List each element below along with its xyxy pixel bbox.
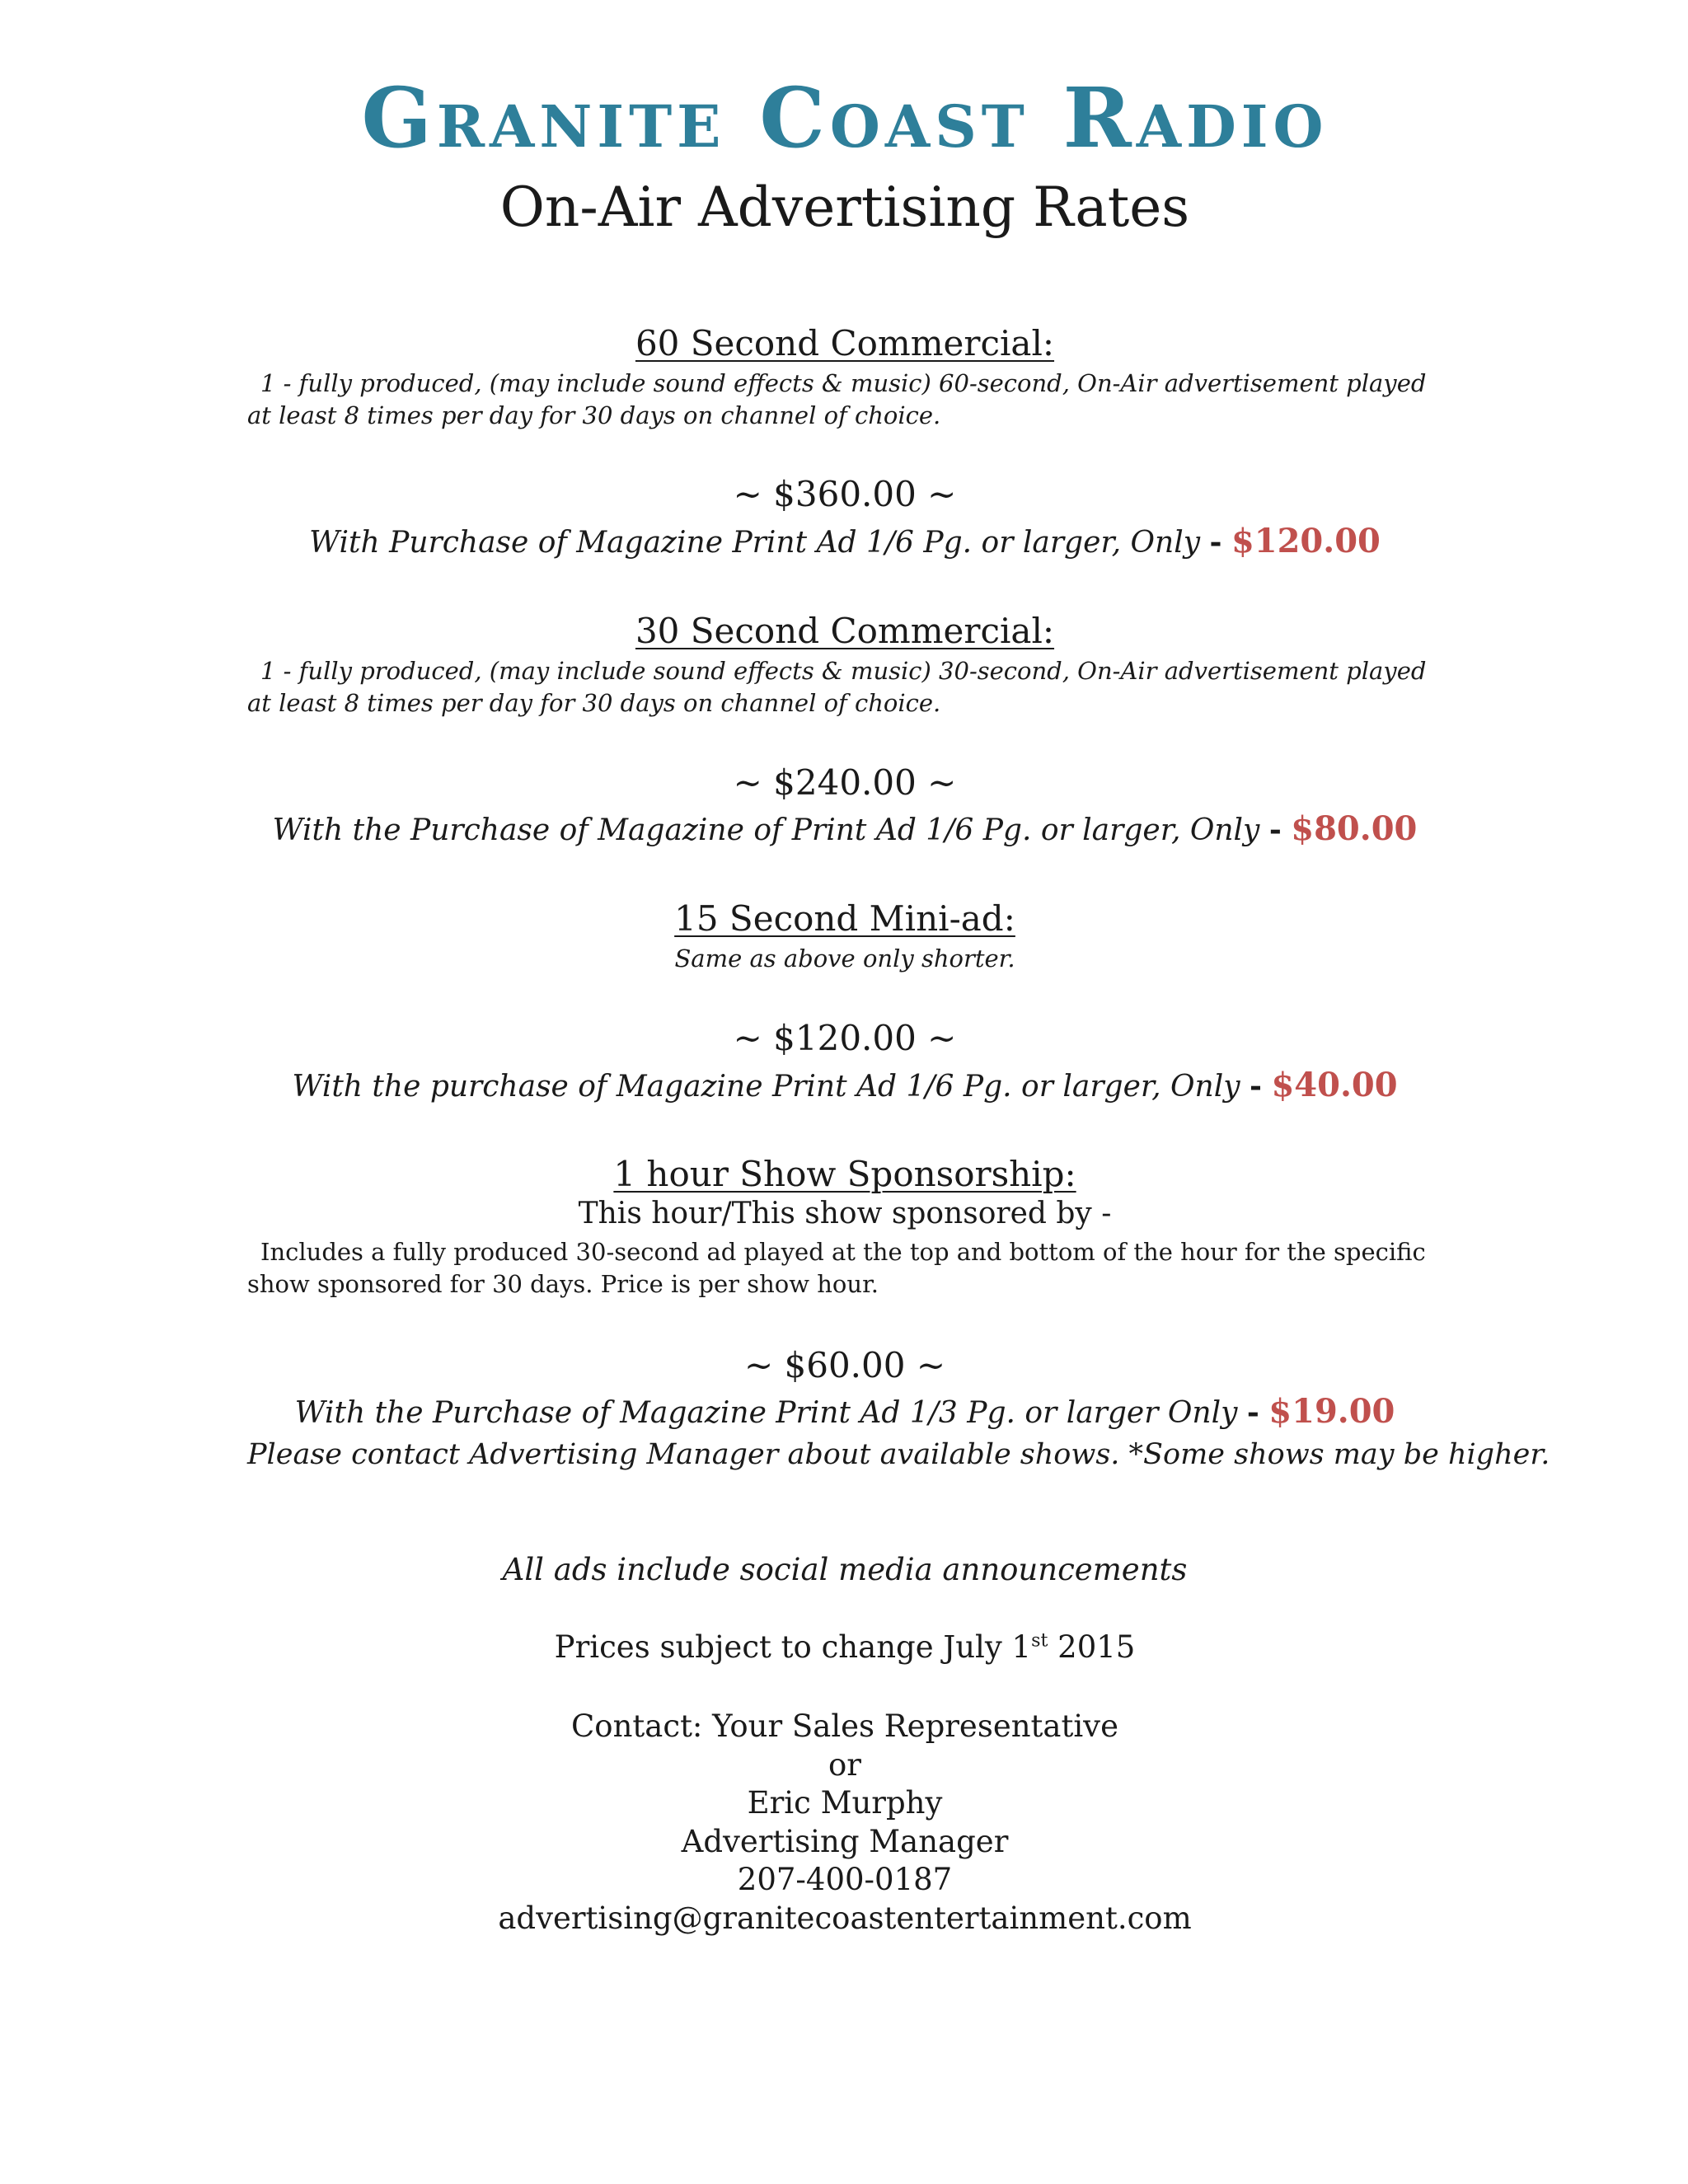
section-description: 1 - fully produced, (may include sound effects & music) 30-second, On-Air advertisement played at least 8 times per day for 30 days on channel of choice. [247,657,1427,717]
offer-line-15 [247,1065,1442,1108]
offer-line-30 [247,808,1442,851]
social-media-note: All ads include social media announcements [502,1552,1188,1587]
special-price: $80.00 [1291,809,1418,848]
ordinal-suffix: st [1031,1629,1048,1652]
section-title: 15 Second Mini-ad: [674,898,1015,939]
section-title: 60 Second Commercial: [635,323,1055,363]
offer-text: With Purchase of Magazine Print Ad 1/6 Pg. or larger, Only [309,526,1201,560]
regular-price-30: ~ $240.00 ~ [733,762,957,803]
regular-price-15: ~ $120.00 ~ [733,1018,957,1058]
offer-separator: - [1246,1395,1259,1430]
section-title: 30 Second Commercial: [635,611,1055,651]
special-price: $19.00 [1268,1392,1395,1431]
offer-line-60 [247,521,1442,564]
price-change-note [247,1629,1442,1666]
contact-line: or [828,1746,861,1783]
offer-text: With the Purchase of Magazine Print Ad 1/3 Pg. or larger Only [294,1396,1238,1430]
contact-email: advertising@granitecoastentertainment.com [498,1900,1192,1936]
price-change-year: 2015 [1048,1629,1136,1665]
price-change-text: Prices subject to change July 1 [554,1629,1032,1665]
contact-phone: 207-400-0187 [737,1862,953,1897]
section-30-second [247,611,1442,719]
section-60-second [247,323,1442,432]
offer-separator: - [1209,525,1222,560]
regular-price-sponsorship: ~ $60.00 ~ [743,1345,946,1385]
rate-sheet [247,0,1550,2184]
contact-block [247,1708,1442,1938]
offer-text: With the purchase of Magazine Print Ad 1/6 Pg. or larger, Only [292,1070,1240,1104]
special-price: $40.00 [1271,1066,1398,1104]
special-price: $120.00 [1231,522,1381,560]
brand-logo-text: Granite Coast Radio [361,69,1329,166]
offer-separator: - [1250,1069,1262,1104]
sponsorship-tagline: This hour/This show sponsored by - [578,1197,1112,1230]
contact-line: Contact: Your Sales Representative [571,1708,1118,1744]
sponsorship-note: Please contact Advertising Manager about available shows. *Some shows may be higher. [247,1438,1550,1471]
offer-text: With the Purchase of Magazine of Print Ad 1/6 Pg. or larger, Only [272,813,1260,847]
section-description: Same as above only shorter. [674,944,1015,972]
page-title: On-Air Advertising Rates [499,176,1190,239]
section-show-sponsorship [247,1154,1442,1301]
section-title: 1 hour Show Sponsorship: [613,1154,1076,1194]
contact-name: Eric Murphy [747,1785,943,1821]
offer-separator: - [1268,813,1282,847]
contact-role: Advertising Manager [681,1823,1009,1859]
offer-line-sponsorship [247,1391,1442,1434]
section-15-second [247,898,1442,975]
section-description: Includes a fully produced 30-second ad played at the top and bottom of the hour for the specific show sponsored for 30 days. Price is per show hour. [247,1238,1426,1298]
regular-price-60: ~ $360.00 ~ [733,474,957,514]
section-description: 1 - fully produced, (may include sound effects & music) 60-second, On-Air advertisement played at least 8 times per day for 30 days on channel of choice. [247,369,1427,429]
